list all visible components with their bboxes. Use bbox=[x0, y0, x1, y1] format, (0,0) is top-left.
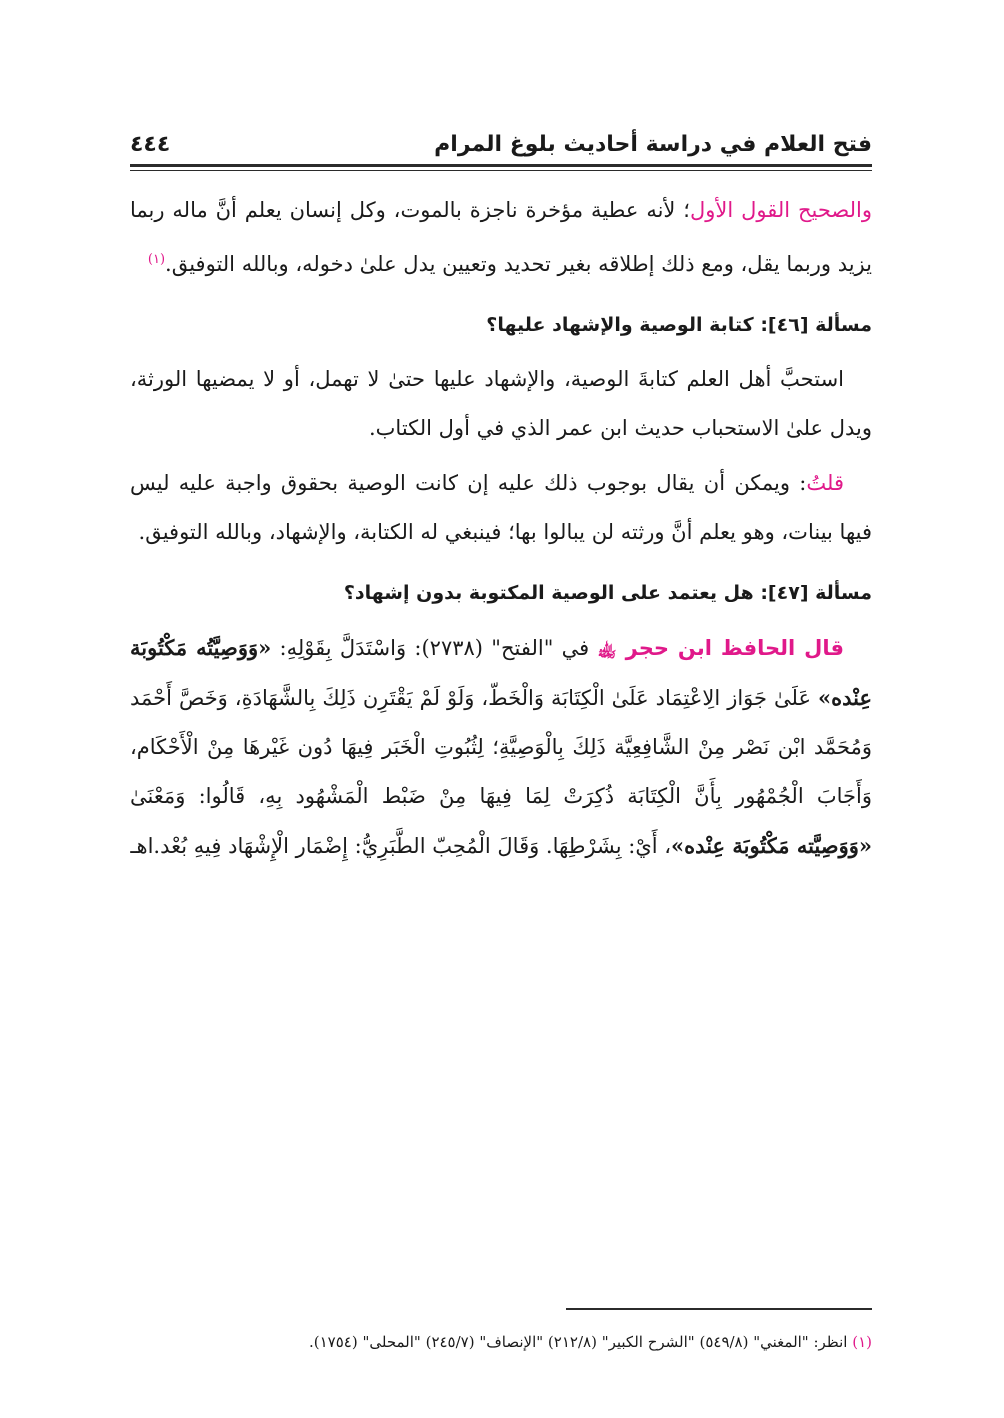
paragraph-quotation bbox=[130, 623, 872, 871]
paragraph-recommendation bbox=[130, 355, 872, 453]
paragraph-text: ؛ لأنه عطية مؤخرة ناجزة بالموت، وكل إنسان يعلم أنَّ ماله ربما يزيد وربما يقل، ومع ذلك إطلاقه بغير تحديد وتعيين يدل علىٰ دخوله، وبالله التوفيق. bbox=[130, 198, 872, 276]
question-heading-47: مسألة [٤٧]: هل يعتمد على الوصية المكتوبة بدون إشهاد؟ bbox=[343, 582, 872, 604]
book-title: فتح العلام في دراسة أحاديث بلوغ المرام bbox=[434, 132, 872, 157]
header-rule-thin bbox=[130, 170, 872, 171]
header-rule-thick bbox=[130, 164, 872, 167]
footnotes bbox=[130, 1328, 872, 1356]
footnote-marker[interactable]: (١) bbox=[147, 252, 166, 267]
footnote-text: انظر: "المغني" (٥٤٩/٨) "الشرح الكبير" (٢١٢/٨) "الإنصاف" (٢٤٥/٧) "المحلى" (١٧٥٤). bbox=[308, 1333, 853, 1351]
paragraph-conclusion bbox=[130, 186, 872, 289]
paragraph-text: : ويمكن أن يقال بوجوب ذلك عليه إن كانت الوصية بحقوق واجبة عليه ليس فيها بينات، وهو يعلم أنَّ ورثته لن يبالوا بها؛ فينبغي له الكتابة، والإشهاد، وبالله التوفيق. bbox=[130, 471, 872, 544]
scholar-name: قال الحافظ ابن حجر ﵀ bbox=[597, 636, 844, 660]
book-page bbox=[130, 0, 872, 1418]
paragraph-text: استحبَّ أهل العلم كتابةَ الوصية، والإشهاد عليها حتىٰ لا تهمل، أو لا يمضيها الورثة، ويدل علىٰ الاستحباب حديث ابن عمر الذي في أول الكتاب. bbox=[130, 367, 872, 440]
footnote-separator bbox=[566, 1308, 872, 1310]
question-heading-46: مسألة [٤٦]: كتابة الوصية والإشهاد عليها؟ bbox=[486, 314, 872, 336]
page-number: ٤٤٤ bbox=[130, 132, 171, 157]
hadith-quote: «وَوَصِيَّتُه مَكْتُوبَة عِنْده» bbox=[130, 635, 872, 710]
footnote-number: (١) bbox=[852, 1333, 872, 1351]
running-header bbox=[130, 128, 872, 166]
hadith-quote: «وَوَصِيَّته مَكْتُوبَة عِنْده» bbox=[671, 833, 872, 858]
paragraph-author-note bbox=[130, 459, 872, 557]
highlight-lead: قلتُ bbox=[806, 471, 844, 495]
highlight-lead: والصحيح القول الأول bbox=[689, 198, 872, 222]
quote-text: ، أَيْ: بِشَرْطِهَا. وَقَالَ الْمُحِبّ الطَّبَرِيُّ: إِضْمَار الْإِشْهَاد فِيهِ بُعْد.اهـ bbox=[130, 834, 672, 858]
quote-text: عَلَىٰ جَوَاز الِاعْتِمَاد عَلَىٰ الْكِتَابَة وَالْخَطّ، وَلَوْ لَمْ يَقْتَرِن ذَلِكَ بِالشَّهَادَةِ، وَخَصَّ أَحْمَد وَمُحَمَّد ابْن نَصْر مِنْ الشَّافِعِيَّة ذَلِكَ بِالْوَصِيَّةِ؛ لِثُبُوتِ الْخَبَر فِيهَا دُون غَيْرهَا مِنْ الْأَحْكَام، وَأَجَابَ الْجُمْهُور بِأَنَّ الْكِتَابَة ذُكِرَتْ لِمَا فِيهَا مِنْ ضَبْط الْمَشْهُود بِهِ، قَالُوا: وَمَعْنَىٰ bbox=[130, 686, 872, 808]
main-text bbox=[130, 186, 872, 871]
quote-text: في "الفتح" (٢٧٣٨): وَاسْتَدَلَّ بِقَوْلِهِ: bbox=[271, 636, 598, 660]
